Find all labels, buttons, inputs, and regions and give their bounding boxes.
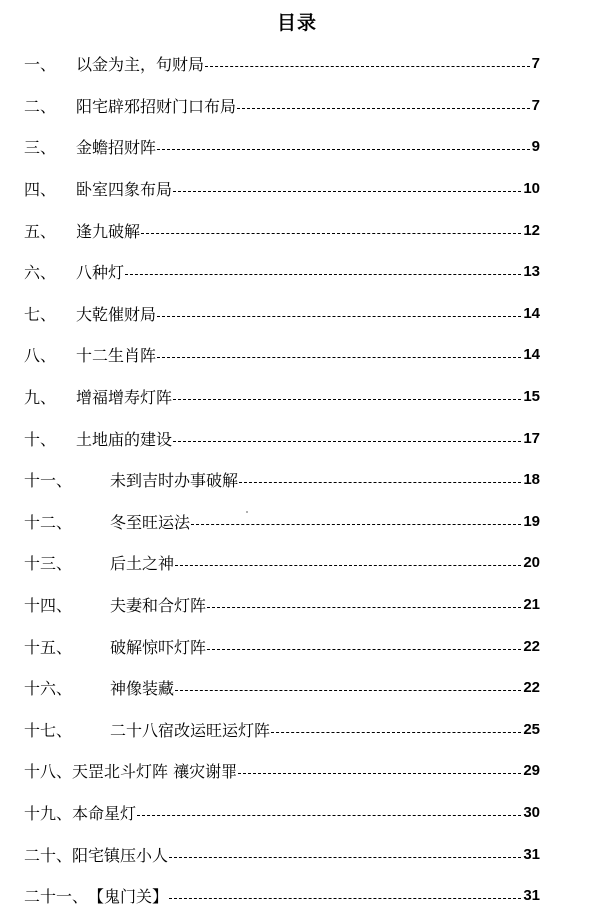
toc-entry[interactable] [24, 126, 540, 168]
toc-entry[interactable] [24, 542, 540, 584]
toc-entry[interactable] [24, 667, 540, 709]
dot-leader [237, 108, 530, 109]
toc-entry-number: 十、 [24, 429, 57, 449]
toc-entry-page-number: 31 [523, 887, 540, 905]
toc-entry-title: 增福增寿灯阵 [76, 388, 173, 408]
toc-entry-number: 十八、 [24, 762, 73, 782]
toc-entry-title: 逢九破解 [76, 221, 141, 241]
toc-entry[interactable] [24, 43, 540, 85]
toc-entry[interactable] [24, 750, 540, 792]
toc-entry[interactable] [24, 376, 540, 418]
toc-entry-title: 金蟾招财阵 [76, 138, 157, 158]
dot-leader [137, 815, 521, 816]
toc-entry-page-number: 10 [523, 180, 540, 198]
toc-entry[interactable] [24, 459, 540, 501]
toc-entry-number: 一、 [24, 55, 57, 75]
toc-entry[interactable] [24, 209, 540, 251]
toc-entry-page-number: 29 [523, 762, 540, 780]
toc-entry-title: 破解惊吓灯阵 [110, 637, 207, 657]
toc-entry-number: 十二、 [24, 512, 73, 532]
toc-entry-number: 九、 [24, 388, 57, 408]
dot-leader [169, 898, 521, 899]
toc-entry[interactable] [24, 417, 540, 459]
toc-entry-title: 未到吉时办事破解 [110, 471, 239, 491]
toc-entry-page-number: 7 [531, 55, 540, 73]
page-title: 目录 [276, 12, 317, 34]
toc-entry-number: 二十、 [24, 845, 73, 865]
toc-entry-page-number: 7 [531, 96, 540, 114]
scan-speck [246, 511, 248, 513]
toc-entry-page-number: 9 [531, 138, 540, 156]
dot-leader [191, 524, 521, 525]
toc-entry-page-number: 12 [523, 221, 540, 239]
toc-entry[interactable] [24, 251, 540, 293]
toc-entry-page-number: 30 [523, 803, 540, 821]
toc-entry-page-number: 14 [523, 346, 540, 364]
dot-leader [141, 233, 521, 234]
toc-entry-title: 【鬼门关】 [88, 887, 169, 907]
toc-entry-number: 十七、 [24, 720, 73, 740]
dot-leader [157, 149, 530, 150]
dot-leader [173, 399, 521, 400]
toc-entry-number: 七、 [24, 304, 57, 324]
dot-leader [173, 191, 521, 192]
dot-leader [207, 607, 521, 608]
toc-entry-number: 六、 [24, 263, 57, 283]
toc-entry[interactable] [24, 168, 540, 210]
toc-entry-page-number: 13 [523, 263, 540, 281]
dot-leader [125, 274, 521, 275]
dot-leader [169, 857, 521, 858]
toc-entry-number: 十三、 [24, 554, 73, 574]
toc-entry-title: 大乾催财局 [76, 304, 157, 324]
toc-entry-page-number: 14 [523, 304, 540, 322]
dot-leader [175, 690, 521, 691]
toc-entry-page-number: 25 [523, 720, 540, 738]
toc-entry[interactable] [24, 833, 540, 875]
toc-entry[interactable] [24, 875, 540, 917]
toc-entry-title: 卧室四象布局 [76, 180, 173, 200]
toc-entry-title: 后土之神 [110, 554, 175, 574]
toc-entry-number: 十一、 [24, 471, 73, 491]
toc-entry-title: 神像装藏 [110, 679, 175, 699]
toc-entry-number: 十六、 [24, 679, 73, 699]
toc-entry-number: 十九、 [24, 803, 73, 823]
toc-list [24, 43, 540, 916]
toc-entry[interactable] [24, 792, 540, 834]
toc-entry[interactable] [24, 709, 540, 751]
toc-entry-number: 二、 [24, 96, 57, 116]
toc-entry-title: 冬至旺运法 [110, 512, 191, 532]
dot-leader [271, 732, 521, 733]
dot-leader [238, 773, 521, 774]
toc-entry-title: 本命星灯 [72, 803, 137, 823]
dot-leader [173, 441, 521, 442]
toc-entry-title: 以金为主，句财局 [76, 55, 205, 75]
toc-entry-title: 二十八宿改运旺运灯阵 [110, 720, 271, 740]
toc-entry-page-number: 15 [523, 388, 540, 406]
toc-entry-number: 十四、 [24, 596, 73, 616]
dot-leader [207, 649, 521, 650]
dot-leader [239, 482, 521, 483]
dot-leader [205, 66, 530, 67]
toc-entry-page-number: 31 [523, 845, 540, 863]
dot-leader [175, 565, 521, 566]
toc-entry[interactable] [24, 85, 540, 127]
toc-entry-page-number: 18 [523, 471, 540, 489]
dot-leader [157, 316, 521, 317]
toc-entry-number: 四、 [24, 180, 57, 200]
toc-entry[interactable] [24, 584, 540, 626]
toc-entry-number: 三、 [24, 138, 57, 158]
toc-entry-page-number: 21 [523, 596, 540, 614]
toc-entry-title: 阳宅镇压小人 [72, 845, 169, 865]
toc-entry[interactable] [24, 334, 540, 376]
toc-entry-number: 二十一、 [24, 887, 89, 907]
toc-entry-page-number: 19 [523, 512, 540, 530]
dot-leader [157, 357, 521, 358]
toc-entry-number: 十五、 [24, 637, 73, 657]
toc-entry[interactable] [24, 293, 540, 335]
toc-entry-title: 夫妻和合灯阵 [110, 596, 207, 616]
toc-entry[interactable] [24, 501, 540, 543]
toc-entry-number: 五、 [24, 221, 57, 241]
toc-entry-title: 十二生肖阵 [76, 346, 157, 366]
toc-entry-page-number: 22 [523, 679, 540, 697]
toc-entry-title: 天罡北斗灯阵 禳灾谢罪 [72, 762, 238, 782]
toc-entry-number: 八、 [24, 346, 57, 366]
toc-entry-page-number: 17 [523, 429, 540, 447]
toc-entry-title: 八种灯 [76, 263, 125, 283]
toc-entry-title: 阳宅辟邪招财门口布局 [76, 96, 237, 116]
toc-entry[interactable] [24, 625, 540, 667]
toc-entry-page-number: 22 [523, 637, 540, 655]
toc-entry-title: 土地庙的建设 [76, 429, 173, 449]
toc-entry-page-number: 20 [523, 554, 540, 572]
